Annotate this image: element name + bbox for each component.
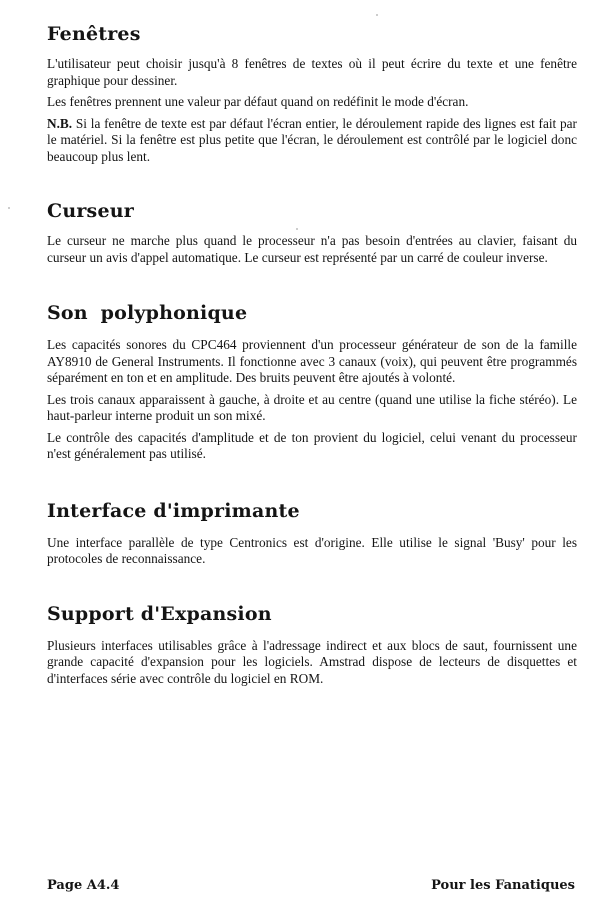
document-body xyxy=(47,22,577,687)
paragraph: Les trois canaux apparaissent à gauche, à droite et au centre (quand une utilise la fiche stéréo). Le haut-parleur interne produit un son mixé. xyxy=(47,391,577,423)
page-number: Page A4.4 xyxy=(47,878,120,893)
paragraph: Les fenêtres prennent une valeur par défaut quand on redéfinit le mode d'écran. xyxy=(47,94,469,109)
paragraph: L'utilisateur peut choisir jusqu'à 8 fenêtres de textes où il peut écrire du texte et une fenêtre graphique pour dessiner. xyxy=(47,56,577,88)
section-title: Interface d'imprimante xyxy=(47,499,300,522)
paragraph: Une interface parallèle de type Centronics est d'origine. Elle utilise le signal 'Busy' pour les protocoles de reconnaissance. xyxy=(47,534,577,566)
section-interface-imprimante xyxy=(47,499,577,568)
section-fenetres xyxy=(47,22,577,165)
chapter-title: Pour les Fanatiques xyxy=(431,878,575,893)
paragraph: Plusieurs interfaces utilisables grâce à l'adressage indirect et aux blocs de saut, fournissent une grande capacité d'expansion pour les logiciels. Amstrad dispose de lecteurs de disquettes et d'interfaces série avec contrôle du logiciel en ROM. xyxy=(47,637,577,686)
paragraph: Le curseur ne marche plus quand le processeur n'a pas besoin d'entrées au clavier, faisant du curseur un avis d'appel automatique. Le curseur est représenté par un carré de couleur inverse. xyxy=(47,233,577,265)
section-title: Son polyphonique xyxy=(47,302,248,324)
section-son-polyphonique xyxy=(47,301,577,463)
note-text: Si la fenêtre de texte est par défaut l'écran entier, le déroulement rapide des lignes est fait par le matériel. Si la fenêtre est plus petite que l'écran, le déroulement est contrôlé par le logiciel donc beaucoup plus lent. xyxy=(47,115,577,164)
paragraph: Les capacités sonores du CPC464 proviennent d'un processeur générateur de son de la famille AY8910 de General Instruments. Il fonctionne avec 3 canaux (voix), qui peuvent être programmés séparément en ton et en amplitude. Des bruits peuvent être ajoutés à volonté. xyxy=(47,337,577,385)
scan-speck xyxy=(8,207,10,209)
paragraph: Le contrôle des capacités d'amplitude et de ton provient du logiciel, celui venant du processeur n'est généralement pas utilisé. xyxy=(47,429,577,461)
section-support-expansion xyxy=(47,602,577,688)
scan-speck xyxy=(376,14,378,16)
section-curseur xyxy=(47,199,577,266)
section-title: Support d'Expansion xyxy=(47,602,272,625)
section-title: Fenêtres xyxy=(47,23,141,45)
note-label: N.B. xyxy=(47,115,73,131)
note-paragraph xyxy=(47,116,577,166)
section-title: Curseur xyxy=(47,200,134,222)
